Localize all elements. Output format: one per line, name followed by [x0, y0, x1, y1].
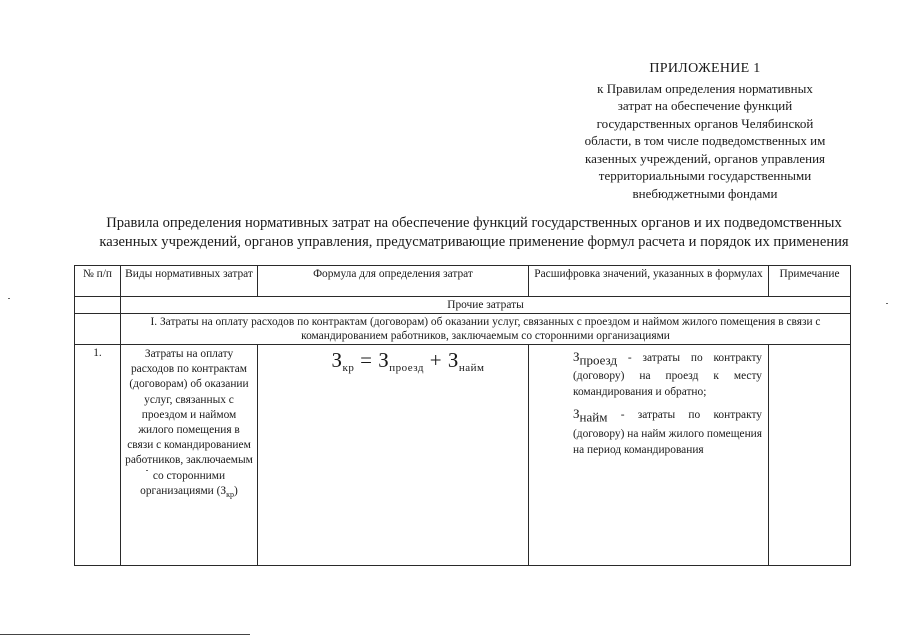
table-header-row: [75, 266, 851, 297]
decoding-cell: [529, 345, 769, 566]
scan-speck: [886, 303, 888, 304]
scan-speck: [146, 470, 148, 471]
header-number: № п/п: [75, 266, 121, 297]
appendix-heading: ПРИЛОЖЕНИЕ 1: [649, 61, 761, 76]
cost-type-symbol-sub: кр: [226, 489, 235, 499]
header-formula: Формула для определения затрат: [258, 266, 529, 297]
cost-type-cell: Затраты на оплату расходов по контрактам (договорам) об оказании услуг, связанных с проездом и наймом жилого помещения в связи с командированием работников, заключаемым со сторонними организациями $(З_{кр})$: [121, 345, 258, 566]
table-row: [75, 345, 851, 566]
note-cell: [769, 345, 851, 566]
decoding-item: [535, 406, 762, 457]
appendix-block: [555, 60, 855, 202]
section-number-cell: [75, 297, 121, 314]
costs-table: [74, 265, 851, 566]
formula-lhs-sub: кр: [342, 362, 355, 374]
appendix-line: к Правилам определения нормативных: [597, 80, 813, 96]
formula-term1-sub: проезд: [389, 362, 425, 374]
decoding-symbol: З: [573, 406, 580, 422]
formula-cell: [258, 345, 529, 566]
decoding-text: - затраты по контракту (договору) на проезд к месту командирования и обратно;: [573, 352, 762, 399]
cost-formula: [331, 348, 485, 375]
cost-type-symbol: З: [220, 484, 227, 497]
formula-term2: З: [447, 348, 459, 372]
formula-term1: З: [378, 348, 390, 372]
formula-equals: =: [360, 348, 373, 372]
row-number: 1.: [75, 345, 121, 566]
subsection-number-cell: [75, 314, 121, 345]
document-title-line: казенных учреждений, органов управления, предусматривающие применение формул расчета и порядок их применения: [99, 234, 849, 250]
document-title: [70, 214, 878, 252]
appendix-line: затрат на обеспечение функций: [617, 98, 793, 113]
decoding-text: - затраты по контракту (договору) на найм жилого помещения на период командирования: [573, 409, 762, 456]
header-decoding: Расшифровка значений, указанных в формулах: [529, 266, 769, 297]
header-note: Примечание: [769, 266, 851, 297]
cost-type-text: Затраты на оплату расходов по контрактам (договорам) об оказании услуг, связанных с проездом и наймом жилого помещения в связи с командированием работников, заключаемым со сторонними организациями: [125, 348, 253, 497]
formula-term2-sub: найм: [458, 362, 485, 374]
formula-plus: +: [429, 348, 443, 372]
appendix-line: области, в том числе подведомственных им: [584, 133, 826, 148]
appendix-line: территориальными государственными: [598, 168, 812, 183]
header-types: Виды нормативных затрат: [121, 266, 258, 297]
scan-speck: [8, 298, 10, 299]
appendix-line: государственных органов Челябинской: [596, 115, 814, 131]
document-title-line: Правила определения нормативных затрат на обеспечение функций государственных органов и их подведомственных: [106, 215, 842, 231]
subsection-title: I. Затраты на оплату расходов по контрактам (договорам) об оказании услуг, связанных с проездом и наймом жилого помещения в связи с командированием работников, заключаемым со сторонними организациями: [121, 314, 851, 345]
formula-lhs: З: [331, 348, 343, 372]
decoding-symbol: З: [573, 349, 580, 364]
decoding-item: [535, 349, 762, 400]
section-row: [75, 297, 851, 314]
footnote-rule: [0, 634, 250, 635]
appendix-line: внебюджетными фондами: [632, 185, 778, 201]
appendix-line: казенных учреждений, органов управления: [584, 150, 826, 166]
section-title: Прочие затраты: [121, 297, 851, 314]
decoding-symbol-sub: проезд: [579, 352, 618, 368]
decoding-symbol-sub: найм: [579, 409, 608, 425]
subsection-row: [75, 314, 851, 345]
